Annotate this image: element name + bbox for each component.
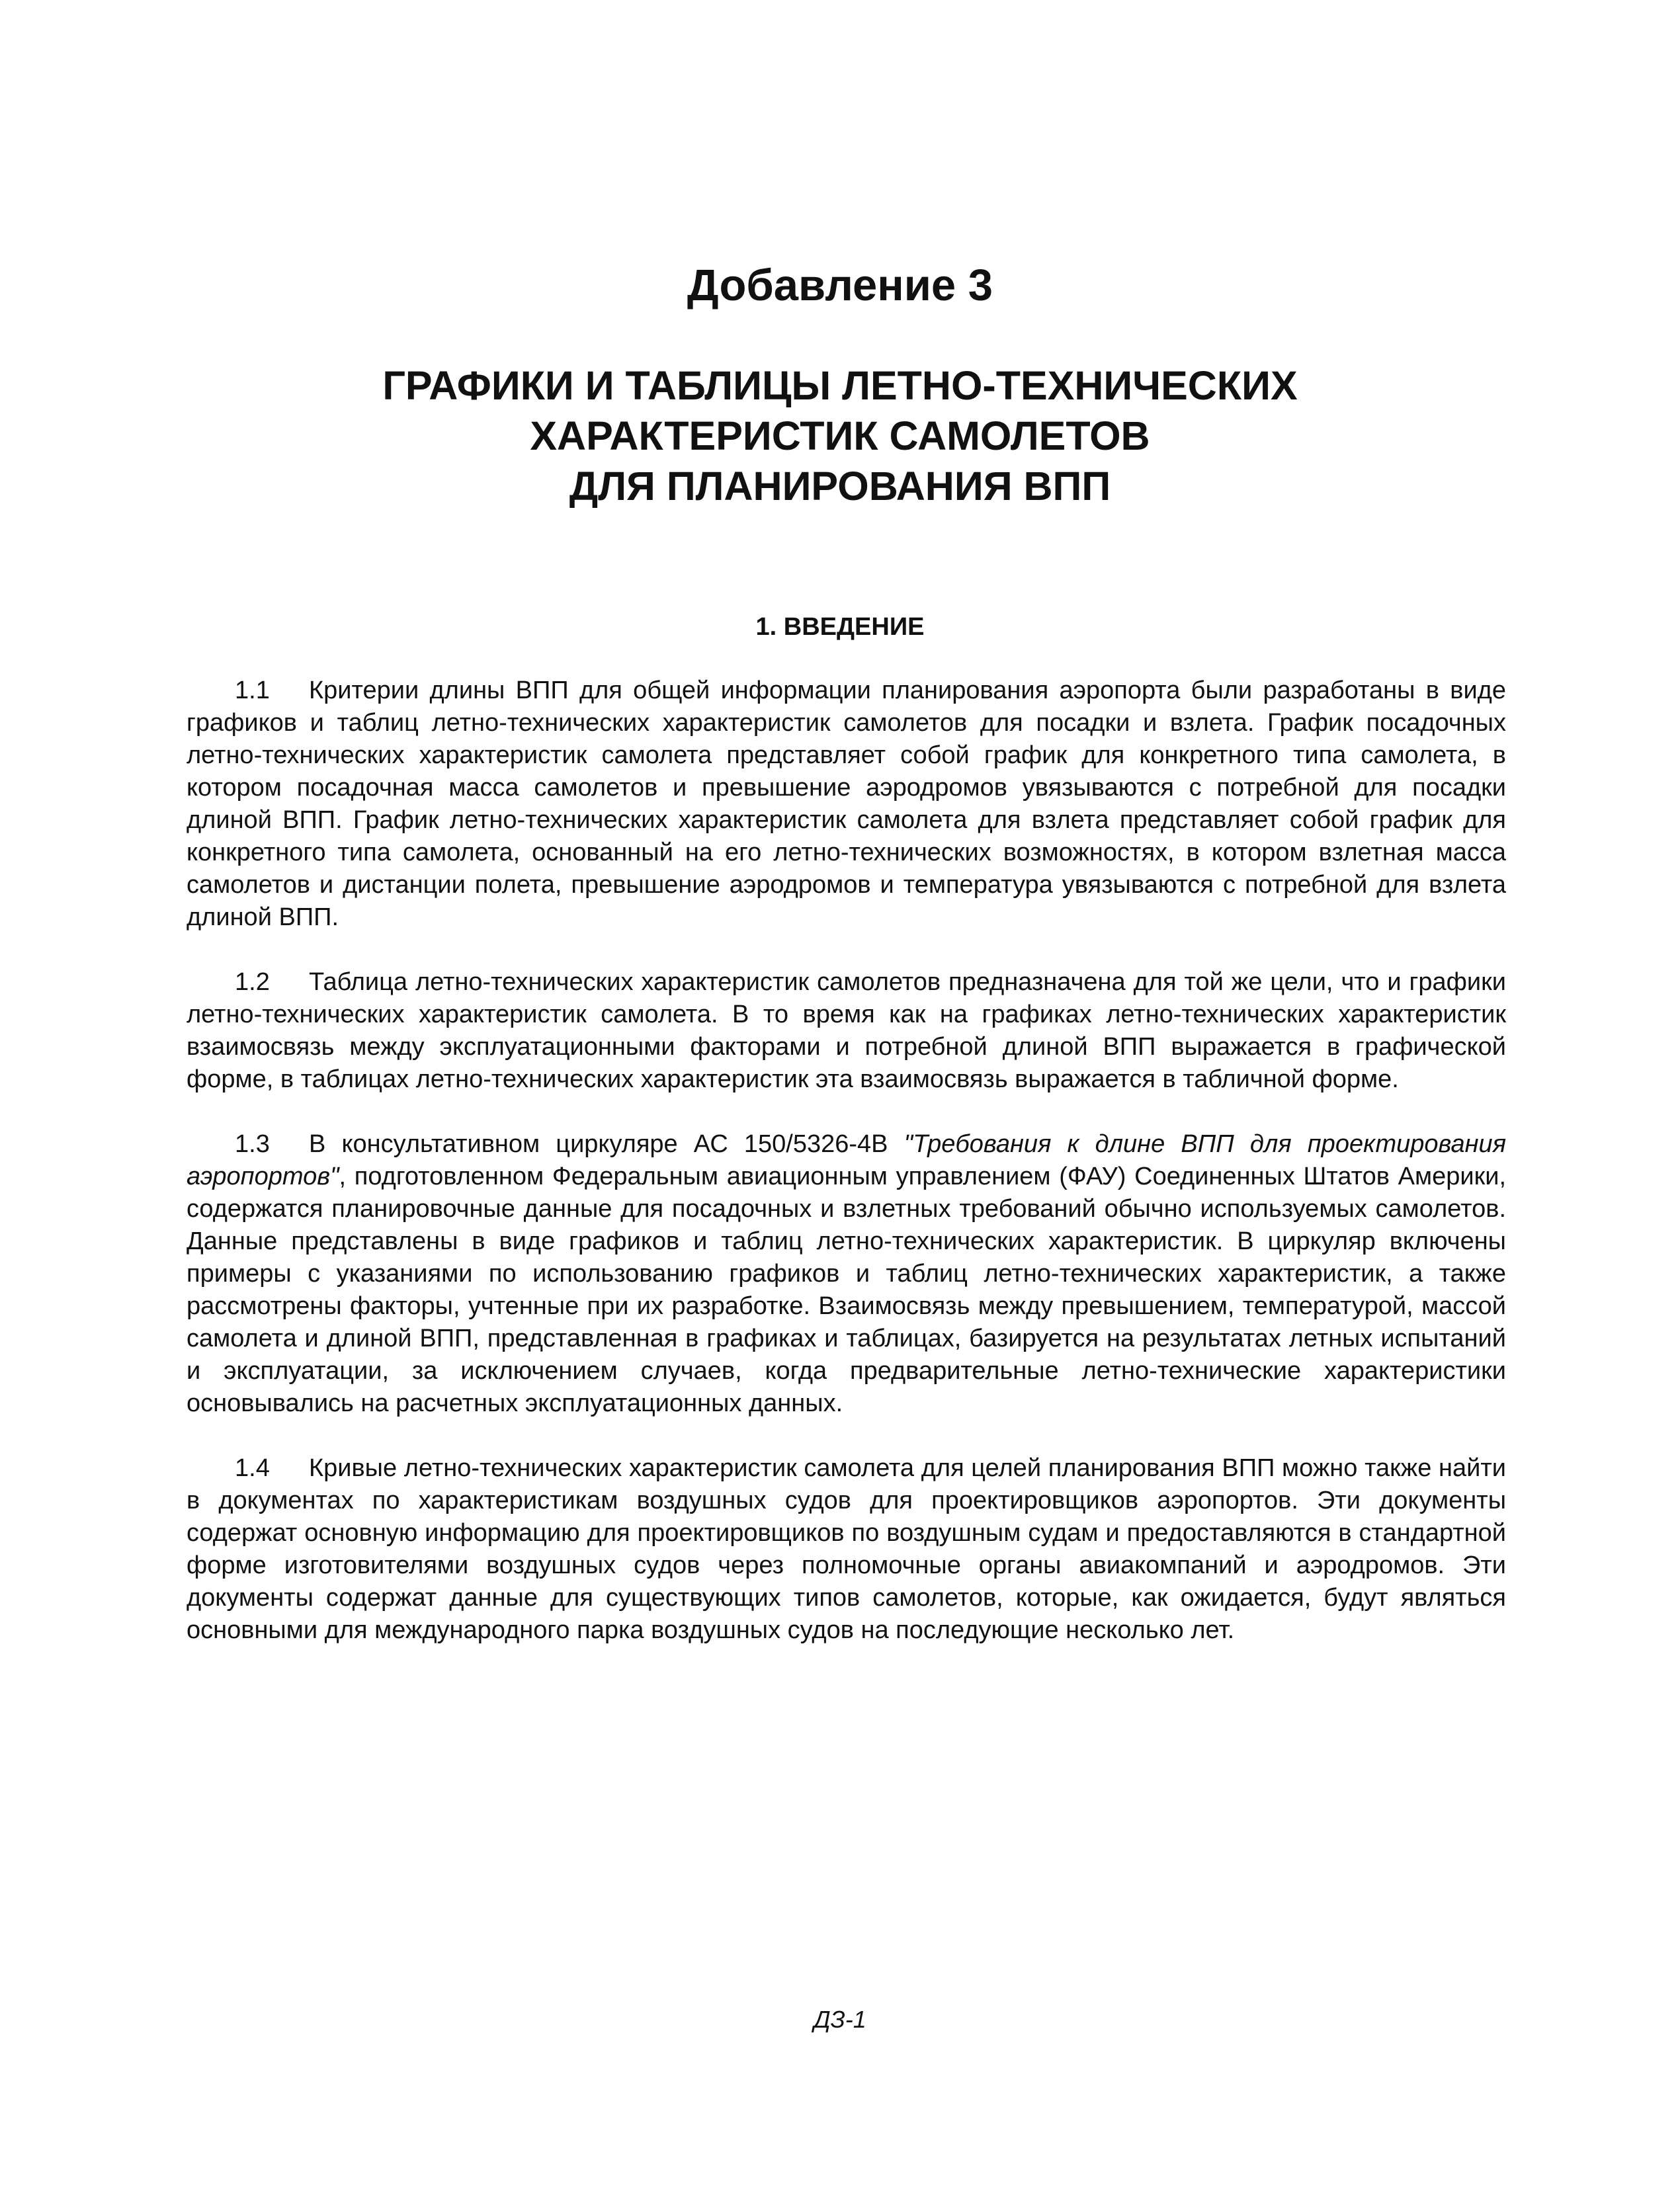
main-title — [0, 360, 1680, 511]
paragraph-1-3 — [187, 1128, 1506, 1420]
paragraph-number: 1.3 — [235, 1130, 270, 1158]
main-title-line: ГРАФИКИ И ТАБЛИЦЫ ЛЕТНО-ТЕХНИЧЕСКИХ — [382, 363, 1298, 408]
document-title-citation: "Требования к длине ВПП для проектирования аэропортов" — [187, 1130, 1506, 1190]
main-title-line: ДЛЯ ПЛАНИРОВАНИЯ ВПП — [569, 464, 1111, 509]
paragraph-text: Кривые летно-технических характеристик самолета для целей планирования ВПП можно также найти в документах по характеристикам воздушных судов для проектировщиков аэропортов. Эти документы содержат основную информацию для проектировщиков по воздушным судам и предоставляются в стандартной форме изготовителями воздушных судов через полномочные органы авиакомпаний и аэродромов. Эти документы содержат данные для существующих типов самолетов, которые, как ожидается, будут являться основными для международного парка воздушных судов на последующие несколько лет. — [187, 1454, 1506, 1644]
paragraph-text: В консультативном циркуляре АС 150/5326-4В — [309, 1130, 904, 1158]
main-title-line: ХАРАКТЕРИСТИК САМОЛЕТОВ — [530, 413, 1150, 458]
paragraph-1-1 — [187, 675, 1506, 934]
appendix-title: Добавление 3 — [687, 261, 993, 310]
section-heading: 1. ВВЕДЕНИЕ — [755, 613, 925, 641]
paragraph-text: , подготовленном Федеральным авиационным управлением (ФАУ) Соединенных Штатов Америки, содержатся планировочные данные для посадочных и взлетных требований обычно используемых самолетов. Данные представлены в виде графиков и таблиц летно-технических характеристик. В циркуляр включены примеры с указаниями по использованию графиков и таблиц летно-технических характеристик, а также рассмотрены факторы, учтенные при их разработке. Взаимосвязь между превышением, температурой, массой самолета и длиной ВПП, представленная в графиках и таблицах, базируется на результатах летных испытаний и эксплуатации, за исключением случаев, когда предварительные летно-технические характеристики основывались на расчетных эксплуатационных данных. — [187, 1163, 1506, 1417]
paragraph-number: 1.1 — [235, 677, 270, 704]
paragraph-number: 1.4 — [235, 1454, 270, 1482]
paragraph-1-2 — [187, 966, 1506, 1096]
paragraph-text: Таблица летно-технических характеристик самолетов предназначена для той же цели, что и графики летно-технических характеристик самолета. В то время как на графиках летно-технических характеристик взаимосвязь между эксплуатационными факторами и потребной длиной ВПП выражается в графической форме, в таблицах летно-технических характеристик эта взаимосвязь выражается в табличной форме. — [187, 968, 1506, 1093]
paragraph-number: 1.2 — [235, 968, 270, 996]
document-body — [187, 675, 1506, 1679]
paragraph-1-4 — [187, 1452, 1506, 1647]
paragraph-text: Критерии длины ВПП для общей информации планирования аэропорта были разработаны в виде графиков и таблиц летно-технических характеристик самолетов для посадки и взлета. График посадочных летно-технических характеристик самолета представляет собой график для конкретного типа самолета, в котором посадочная масса самолетов и превышение аэродромов увязываются с потребной для посадки длиной ВПП. График летно-технических характеристик самолета для взлета представляет собой график для конкретного типа самолета, основанный на его летно-технических возможностях, в котором взлетная масса самолетов и дистанции полета, превышение аэродромов и температура увязываются с потребной для взлета длиной ВПП. — [187, 677, 1506, 931]
page-number: ДЗ-1 — [814, 2006, 866, 2033]
